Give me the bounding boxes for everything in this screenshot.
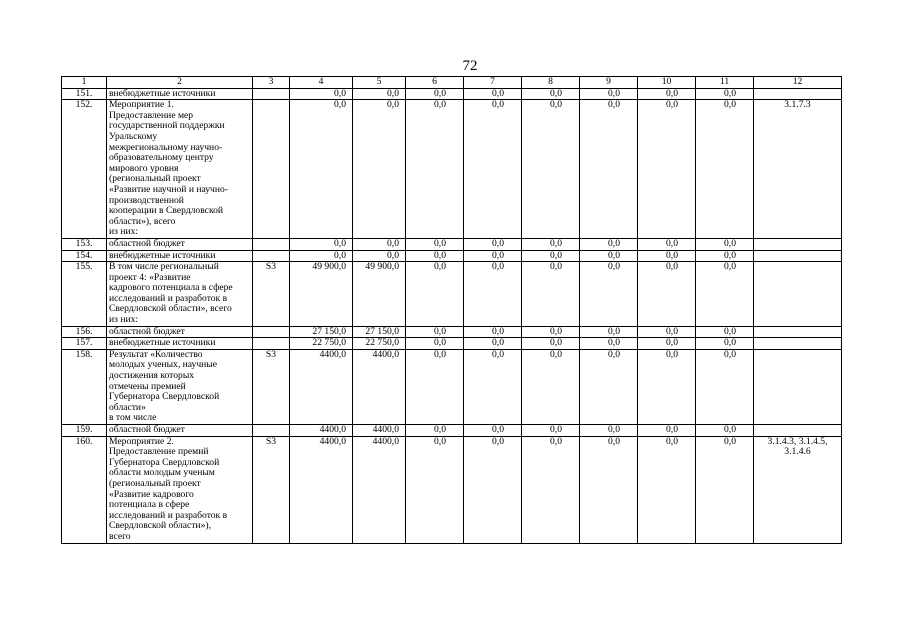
column-header: 12 xyxy=(754,77,842,89)
row-value: 0,0 xyxy=(290,250,353,262)
row-value: 0,0 xyxy=(353,88,406,100)
row-value: 0,0 xyxy=(522,88,580,100)
row-value: 0,0 xyxy=(638,425,696,437)
row-target-index xyxy=(754,349,842,424)
row-value: 0,0 xyxy=(522,250,580,262)
page-number: 72 xyxy=(462,58,478,74)
row-value: 0,0 xyxy=(580,250,638,262)
column-header: 9 xyxy=(580,77,638,89)
row-target-index: 3.1.7.3 xyxy=(754,100,842,239)
row-target-index xyxy=(754,250,842,262)
row-value: 0,0 xyxy=(638,436,696,543)
row-value: 0,0 xyxy=(580,238,638,250)
row-value: 4400,0 xyxy=(290,436,353,543)
row-description: внебюджетные источники xyxy=(107,250,253,262)
row-number: 155. xyxy=(62,262,107,327)
row-value: 0,0 xyxy=(522,338,580,350)
row-description: областной бюджет xyxy=(107,425,253,437)
table-row xyxy=(62,88,842,100)
row-value: 27 150,0 xyxy=(353,326,406,338)
row-description: Мероприятие 2. Предоставление премий Губернатора Свердловской области молодым ученым (региональный проект «Развитие кадрового потенциала в сфере исследований и разработок в Свердловской области»), всего xyxy=(107,436,253,543)
row-target-index xyxy=(754,88,842,100)
row-target-index xyxy=(754,326,842,338)
row-value: 0,0 xyxy=(638,250,696,262)
row-description: внебюджетные источники xyxy=(107,338,253,350)
row-value: 0,0 xyxy=(696,250,754,262)
row-number: 158. xyxy=(62,349,107,424)
row-value: 0,0 xyxy=(464,349,522,424)
column-header: 2 xyxy=(107,77,253,89)
column-header: 4 xyxy=(290,77,353,89)
row-number: 159. xyxy=(62,425,107,437)
row-description: Результат «Количество молодых ученых, научные достижения которых отмечены премией Губернатора Свердловской области» в том числе xyxy=(107,349,253,424)
row-value: 0,0 xyxy=(638,88,696,100)
row-code xyxy=(253,338,290,350)
row-value: 0,0 xyxy=(406,326,464,338)
row-value: 0,0 xyxy=(522,436,580,543)
row-description: В том числе региональный проект 4: «Развитие кадрового потенциала в сфере исследований и разработок в Свердловской области», всего из них: xyxy=(107,262,253,327)
row-value: 0,0 xyxy=(522,238,580,250)
row-value: 0,0 xyxy=(464,262,522,327)
table-row xyxy=(62,262,842,327)
row-value: 0,0 xyxy=(580,88,638,100)
budget-table xyxy=(61,76,842,544)
table-row xyxy=(62,250,842,262)
row-value: 0,0 xyxy=(696,338,754,350)
table-row xyxy=(62,238,842,250)
row-target-index: 3.1.4.3, 3.1.4.5, 3.1.4.6 xyxy=(754,436,842,543)
row-target-index xyxy=(754,425,842,437)
row-value: 4400,0 xyxy=(353,436,406,543)
row-value: 0,0 xyxy=(696,238,754,250)
row-number: 156. xyxy=(62,326,107,338)
table-row xyxy=(62,436,842,543)
row-value: 0,0 xyxy=(406,100,464,239)
row-value: 0,0 xyxy=(406,436,464,543)
row-value: 0,0 xyxy=(638,349,696,424)
row-value: 0,0 xyxy=(522,349,580,424)
row-value: 0,0 xyxy=(638,338,696,350)
row-target-index xyxy=(754,238,842,250)
row-value: 0,0 xyxy=(406,425,464,437)
row-value: 0,0 xyxy=(522,262,580,327)
row-value: 0,0 xyxy=(638,238,696,250)
column-header: 7 xyxy=(464,77,522,89)
row-description: Мероприятие 1. Предоставление мер государственной поддержки Уральскому межрегиональному научно- образовательному центру мирового уровня (региональный проект «Развитие научной и научно- производственной кооперации в Свердловской области»), всего из них: xyxy=(107,100,253,239)
column-header: 8 xyxy=(522,77,580,89)
row-value: 0,0 xyxy=(580,425,638,437)
row-value: 4400,0 xyxy=(290,349,353,424)
row-value: 4400,0 xyxy=(290,425,353,437)
row-value: 0,0 xyxy=(696,349,754,424)
row-value: 0,0 xyxy=(522,100,580,239)
row-value: 0,0 xyxy=(696,88,754,100)
table-body xyxy=(62,77,842,544)
row-value: 0,0 xyxy=(522,425,580,437)
row-value: 0,0 xyxy=(290,100,353,239)
row-value: 0,0 xyxy=(353,238,406,250)
column-header: 10 xyxy=(638,77,696,89)
row-value: 0,0 xyxy=(464,338,522,350)
row-value: 0,0 xyxy=(406,338,464,350)
column-header: 6 xyxy=(406,77,464,89)
row-code xyxy=(253,250,290,262)
row-value: 0,0 xyxy=(406,238,464,250)
row-value: 0,0 xyxy=(638,326,696,338)
row-value: 0,0 xyxy=(696,262,754,327)
table-row xyxy=(62,100,842,239)
row-number: 157. xyxy=(62,338,107,350)
row-target-index xyxy=(754,262,842,327)
row-description: внебюджетные источники xyxy=(107,88,253,100)
row-value: 0,0 xyxy=(580,262,638,327)
row-value: 0,0 xyxy=(464,250,522,262)
row-code: S3 xyxy=(253,436,290,543)
row-code xyxy=(253,425,290,437)
row-value: 4400,0 xyxy=(353,425,406,437)
row-description: областной бюджет xyxy=(107,238,253,250)
row-value: 49 900,0 xyxy=(353,262,406,327)
row-value: 0,0 xyxy=(406,250,464,262)
row-code xyxy=(253,100,290,239)
row-code xyxy=(253,88,290,100)
row-target-index xyxy=(754,338,842,350)
row-value: 0,0 xyxy=(353,100,406,239)
row-number: 160. xyxy=(62,436,107,543)
row-number: 153. xyxy=(62,238,107,250)
row-value: 0,0 xyxy=(353,250,406,262)
row-value: 0,0 xyxy=(406,88,464,100)
column-header-row xyxy=(62,77,842,89)
row-value: 0,0 xyxy=(464,425,522,437)
row-value: 27 150,0 xyxy=(290,326,353,338)
row-value: 0,0 xyxy=(580,100,638,239)
table-row xyxy=(62,425,842,437)
row-value: 49 900,0 xyxy=(290,262,353,327)
row-value: 0,0 xyxy=(696,436,754,543)
row-value: 22 750,0 xyxy=(290,338,353,350)
row-value: 0,0 xyxy=(580,349,638,424)
row-code xyxy=(253,326,290,338)
column-header: 5 xyxy=(353,77,406,89)
row-value: 0,0 xyxy=(580,436,638,543)
row-value: 0,0 xyxy=(464,100,522,239)
row-code xyxy=(253,238,290,250)
row-number: 152. xyxy=(62,100,107,239)
row-value: 0,0 xyxy=(696,326,754,338)
row-value: 0,0 xyxy=(406,349,464,424)
row-number: 151. xyxy=(62,88,107,100)
row-value: 22 750,0 xyxy=(353,338,406,350)
column-header: 3 xyxy=(253,77,290,89)
table-row xyxy=(62,326,842,338)
row-value: 0,0 xyxy=(638,262,696,327)
column-header: 11 xyxy=(696,77,754,89)
row-value: 0,0 xyxy=(290,88,353,100)
row-value: 0,0 xyxy=(464,436,522,543)
row-value: 0,0 xyxy=(406,262,464,327)
row-code: S3 xyxy=(253,349,290,424)
row-value: 0,0 xyxy=(580,326,638,338)
row-value: 0,0 xyxy=(522,326,580,338)
row-value: 0,0 xyxy=(464,326,522,338)
row-description: областной бюджет xyxy=(107,326,253,338)
row-value: 0,0 xyxy=(290,238,353,250)
column-header: 1 xyxy=(62,77,107,89)
row-value: 4400,0 xyxy=(353,349,406,424)
table-row xyxy=(62,338,842,350)
row-number: 154. xyxy=(62,250,107,262)
row-value: 0,0 xyxy=(464,88,522,100)
row-value: 0,0 xyxy=(638,100,696,239)
table-row xyxy=(62,349,842,424)
row-value: 0,0 xyxy=(580,338,638,350)
row-value: 0,0 xyxy=(696,100,754,239)
row-value: 0,0 xyxy=(696,425,754,437)
row-code: S3 xyxy=(253,262,290,327)
row-value: 0,0 xyxy=(464,238,522,250)
